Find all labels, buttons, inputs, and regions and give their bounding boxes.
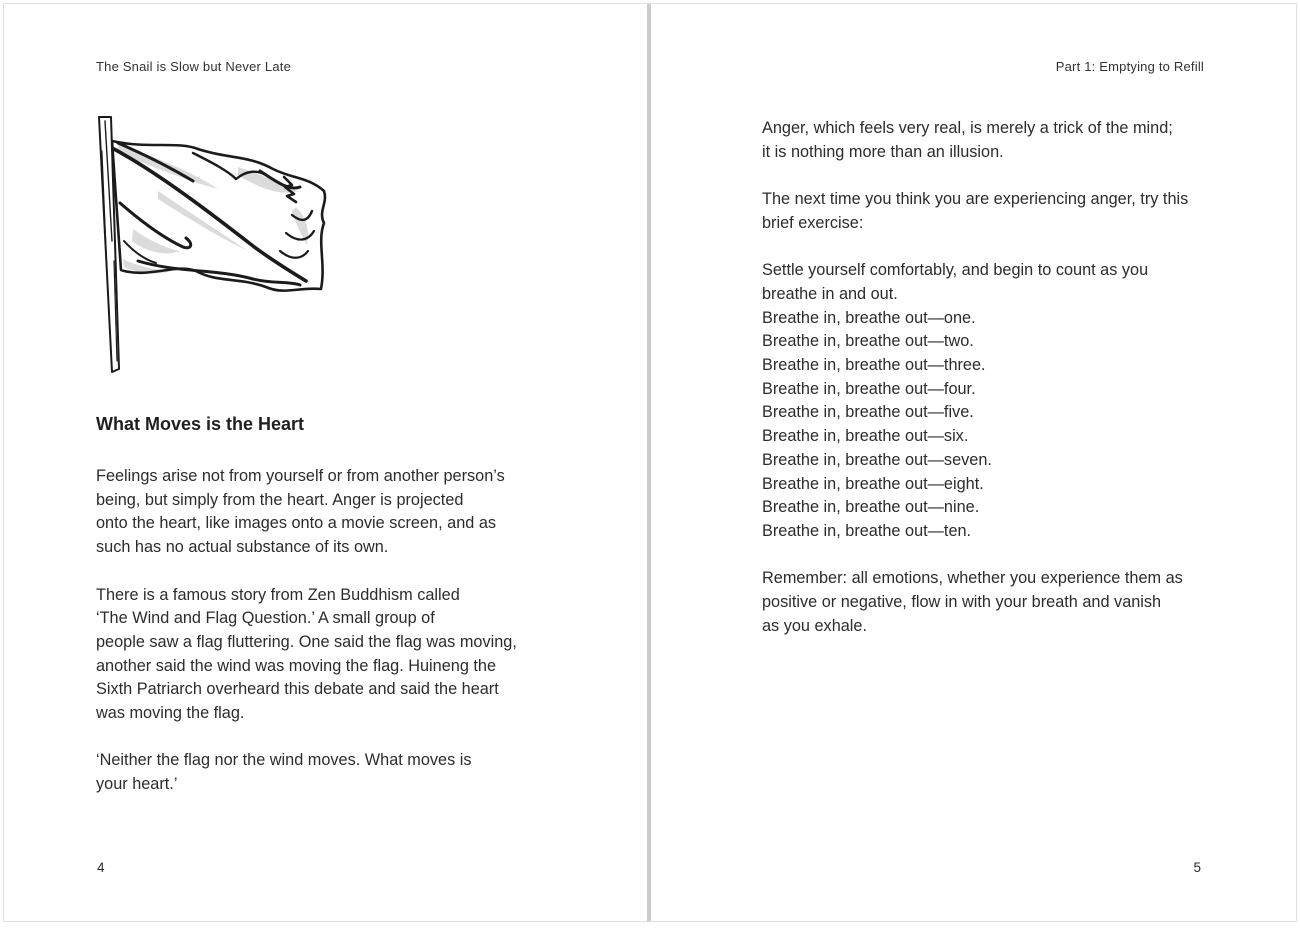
flag-fold-lines [114,143,314,285]
page-number-left: 4 [97,860,105,875]
flag-pole [99,117,119,372]
section-heading: What Moves is the Heart [96,414,305,434]
text-line: breathe in and out. [762,284,898,303]
paragraph [762,188,1222,235]
right-page-body [762,117,1222,662]
text-line: The next time you think you are experiencing anger, try this [762,190,1189,209]
text-line: Anger, which feels very real, is merely a trick of the mind; [762,119,1173,137]
text-line: your heart.’ [96,775,178,794]
text-line: Breathe in, breathe out—seven. [762,450,992,469]
text-line: Feelings arise not from yourself or from another person’s [96,467,505,485]
text-line: being, but simply from the heart. Anger is projected [96,490,464,509]
flag-illustration [88,111,338,379]
text-line: Breathe in, breathe out—nine. [762,498,980,517]
text-line: Remember: all emotions, whether you experience them as [762,569,1183,588]
text-line: another said the wind was moving the flag. Huineng the [96,656,497,675]
text-line: Sixth Patriarch overheard this debate and said the heart [96,680,499,699]
text-line: Breathe in, breathe out—ten. [762,521,972,540]
paragraph [762,117,1222,164]
text-line: There is a famous story from Zen Buddhism called [96,585,460,604]
paragraph-quote [96,749,566,796]
text-line: onto the heart, like images onto a movie screen, and as [96,514,497,533]
text-line: was moving the flag. [96,704,245,723]
text-line: Breathe in, breathe out—eight. [762,474,984,493]
breathing-exercise-block [762,259,1222,543]
running-header-left: The Snail is Slow but Never Late [96,59,291,74]
left-page-body [96,465,566,821]
text-line: Breathe in, breathe out—one. [762,308,976,327]
paragraph [96,584,566,726]
paragraph [96,465,566,560]
closing-paragraph [762,567,1222,638]
page-gutter-divider [647,4,651,921]
text-line: positive or negative, flow in with your breath and vanish [762,593,1162,612]
text-line: Breathe in, breathe out—four. [762,379,976,398]
text-line: as you exhale. [762,616,867,635]
text-line: Breathe in, breathe out—three. [762,356,986,374]
text-line: Breathe in, breathe out—five. [762,403,974,422]
text-line: brief exercise: [762,213,864,232]
text-line: Breathe in, breathe out—six. [762,427,969,446]
text-line: ‘Neither the flag nor the wind moves. What moves is [96,751,472,770]
text-line: ‘The Wind and Flag Question.’ A small group of [96,609,435,628]
running-header-right: Part 1: Emptying to Refill [1055,59,1204,74]
text-line: such has no actual substance of its own. [96,538,389,557]
text-line: it is nothing more than an illusion. [762,142,1004,161]
text-line: Settle yourself comfortably, and begin to count as you [762,261,1149,280]
text-line: people saw a flag fluttering. One said the flag was moving, [96,632,517,651]
page-number-right: 5 [1193,860,1201,875]
text-line: Breathe in, breathe out—two. [762,332,974,351]
